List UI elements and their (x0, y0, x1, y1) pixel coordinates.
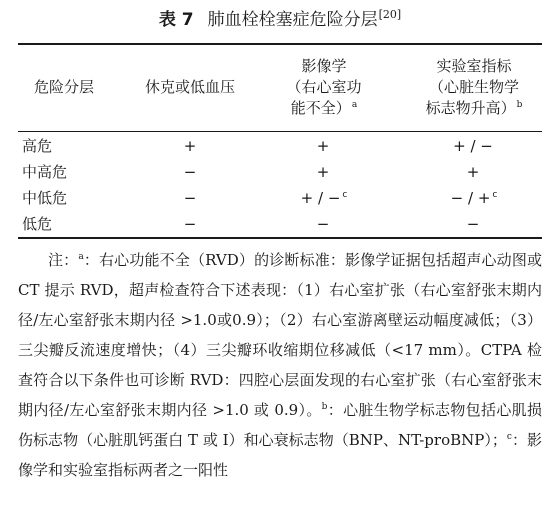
table-top-rule (18, 43, 542, 45)
table-header-rule (18, 131, 542, 132)
table-row (0, 185, 560, 211)
shock-cell: − (183, 189, 197, 207)
header-lab-footnote-marker: b (516, 100, 523, 110)
table-footnote: 注：$^a$：右心功能不全（RVD）的诊断标准：影像学证据包括超声心动图或 CT 提示 RVD，超声检查符合下述表现：（1）右心室扩张（右心室舒张末期内径/左心室舒张末期内径 >1.0或0.9）；（2）右心室游离壁运动幅度减低；（3）三尖瓣反流速度增快；（4）三尖瓣环收缩期位移减低（<17 mm）。CTPA 检查符合以下条件也可诊断 RVD：四腔心层面发现的右心室扩张（右心室舒张末期内径/左心室舒张末期内径 >1.0 或 0.9）。$^b$：心脏生物学标志物包括心肌损伤标志物（心脏肌钙蛋白 T 或 I）和心衰标志物（BNP、NT-proBNP）；$^c$：影像学和实验室指标两者之一阳性 (18, 251, 542, 479)
table-number: 表 7 (158, 10, 194, 30)
risk-level-cell: 高危 (22, 137, 53, 155)
imaging-cell: + / − $^c$ (300, 189, 348, 207)
lab-cell: − / + $^c$ (450, 189, 498, 207)
table-row (0, 159, 560, 185)
header-shock: 休克或低血压 (144, 78, 235, 96)
risk-level-cell: 中低危 (22, 189, 68, 207)
shock-cell: − (183, 163, 197, 181)
imaging-cell: + (316, 137, 330, 155)
table-bottom-rule (18, 237, 542, 239)
shock-cell: + (183, 137, 197, 155)
header-risk-level: 危险分层 (33, 78, 94, 96)
risk-level-cell: 中高危 (22, 163, 68, 181)
table-row (0, 133, 560, 159)
lab-cell: − (466, 215, 480, 233)
table-title-text: 肺血栓栓塞症危险分层 (207, 10, 378, 30)
table-title (0, 8, 560, 32)
imaging-cell: − (316, 215, 330, 233)
lab-cell: + (466, 163, 480, 181)
header-imaging-footnote-marker: a (351, 100, 358, 110)
header-imaging: 影像学 （右心室功 能不全）$^a$ (286, 57, 362, 117)
table-row (0, 211, 560, 237)
imaging-cell: + (316, 163, 330, 181)
header-lab: 实验室指标 （心脏生物学 标志物升高）$^b$ (425, 57, 523, 117)
lab-cell: + / − (453, 137, 493, 155)
risk-level-cell: 低危 (22, 215, 53, 233)
table-reference: [20] (378, 8, 402, 22)
shock-cell: − (183, 215, 197, 233)
